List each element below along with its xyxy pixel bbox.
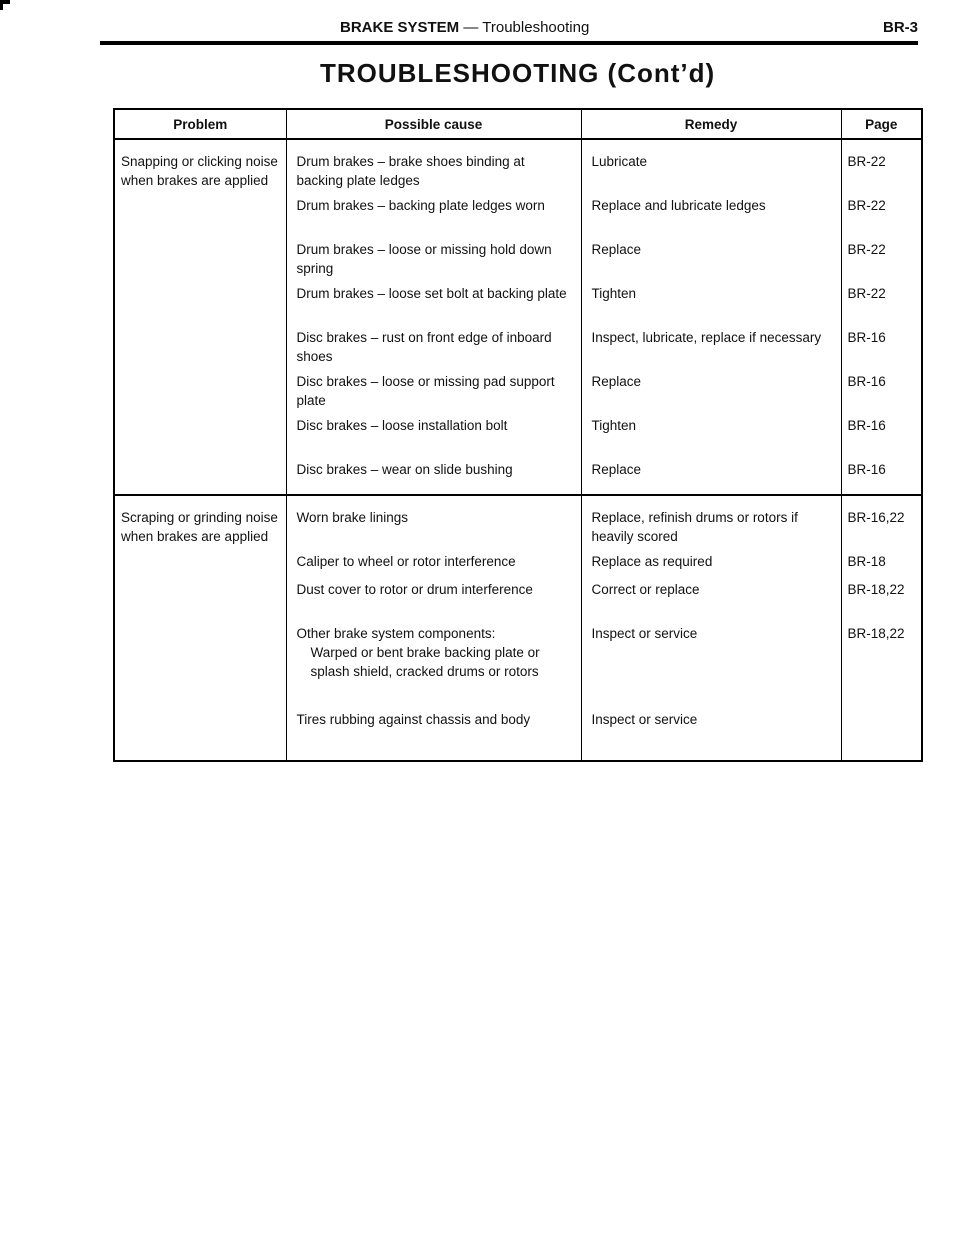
table-row [114, 495, 922, 761]
cause-line: Drum brakes – backing plate ledges worn [296, 198, 545, 213]
header-section: BRAKE SYSTEM [340, 19, 460, 36]
page-ref: BR-16 [847, 330, 886, 345]
page-ref: BR-16 [847, 374, 886, 389]
remedy-line: Lubricate [591, 154, 648, 169]
cause-line: Drum brakes – brake shoes binding at backing plate ledges [296, 154, 525, 188]
cause-line: Dust cover to rotor or drum interference [296, 582, 533, 597]
page-title: TROUBLESHOOTING (Cont’d) [320, 58, 716, 88]
page-ref: BR-16 [847, 418, 886, 433]
header-separator: — [463, 19, 479, 36]
remedy-line: Replace and lubricate ledges [591, 198, 766, 213]
remedy-line: Inspect or service [591, 626, 698, 641]
page-header [100, 16, 918, 44]
header-rule [100, 41, 918, 45]
remedy-line: Replace [591, 374, 642, 389]
page-ref: BR-22 [847, 286, 886, 301]
remedy-line: Tighten [591, 418, 637, 433]
page-ref: BR-18,22 [847, 626, 905, 641]
header-page-code: BR-3 [882, 19, 918, 36]
remedy-line: Tighten [591, 286, 637, 301]
page-ref: BR-18 [847, 554, 886, 569]
remedy-line: Replace, refinish drums or rotors if heavily scored [591, 510, 798, 544]
problem-cell: Snapping or clicking noise when brakes are applied [114, 139, 286, 495]
page-ref-cell [841, 495, 922, 761]
cause-detail: Warped or bent brake backing plate or splash shield, cracked drums or rotors [310, 645, 540, 679]
cause-line: Caliper to wheel or rotor interference [296, 554, 516, 569]
problem-cell: Scraping or grinding noise when brakes are applied [114, 495, 286, 761]
troubleshooting-table [113, 108, 923, 762]
table-header-row [114, 109, 922, 139]
page-ref: BR-22 [847, 198, 886, 213]
remedy-line: Inspect or service [591, 712, 698, 727]
remedy-line: Replace as required [591, 554, 713, 569]
cause-line: Tires rubbing against chassis and body [296, 712, 531, 727]
page-ref: BR-16 [847, 462, 886, 477]
page-ref-cell [841, 139, 922, 495]
remedy-line: Inspect, lubricate, replace if necessary [591, 330, 822, 345]
page-ref: BR-22 [847, 154, 886, 169]
cause-heading: Other brake system components: [296, 626, 496, 641]
cause-line: Worn brake linings [296, 510, 409, 525]
page-ref: BR-16,22 [847, 510, 905, 525]
page-ref [848, 710, 918, 748]
cause-line: Drum brakes – loose or missing hold down spring [296, 242, 552, 276]
cause-line: Drum brakes – loose set bolt at backing plate [296, 286, 567, 301]
header-subsection: Troubleshooting [482, 19, 590, 36]
remedy-line: Replace [591, 462, 642, 477]
cause-line: Disc brakes – wear on slide bushing [296, 462, 513, 477]
cause-line: Disc brakes – rust on front edge of inboard shoes [296, 330, 552, 364]
column-header-cause: Possible cause [286, 109, 581, 139]
remedy-cell [581, 495, 841, 761]
page-ref: BR-22 [847, 242, 886, 257]
header-title [340, 19, 589, 36]
cause-cell [286, 139, 581, 495]
cause-line: Disc brakes – loose installation bolt [296, 418, 508, 433]
column-header-problem: Problem [114, 109, 286, 139]
remedy-cell [581, 139, 841, 495]
cause-cell [286, 495, 581, 761]
column-header-page: Page [841, 109, 922, 139]
cause-line: Disc brakes – loose or missing pad support plate [296, 374, 555, 408]
remedy-line: Replace [591, 242, 642, 257]
corner-mark [0, 0, 3, 10]
table-row [114, 139, 922, 495]
page-ref: BR-18,22 [847, 582, 905, 597]
remedy-line: Correct or replace [591, 582, 700, 597]
cause-line [297, 624, 573, 704]
column-header-remedy: Remedy [581, 109, 841, 139]
